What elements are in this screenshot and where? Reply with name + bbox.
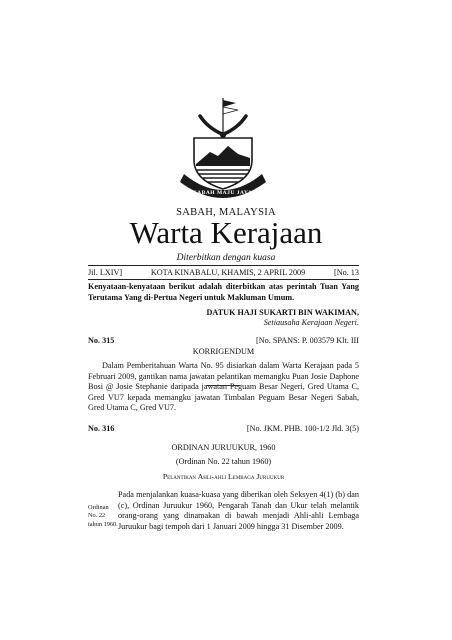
signatory-name: DATUK HAJI SUKARTI BIN WAKIMAN, bbox=[206, 308, 359, 317]
crest-motto: SABAH MAJU JAYA bbox=[193, 190, 253, 196]
sabah-coat-of-arms bbox=[170, 94, 276, 198]
margin-note-line: No. 22 bbox=[88, 512, 106, 520]
notice-316-number: No. 316 bbox=[88, 424, 115, 433]
masthead-bar bbox=[88, 265, 359, 280]
volume-label: Jil. LXIV] bbox=[88, 268, 123, 277]
issue-number: [No. 13 bbox=[333, 268, 359, 277]
notice-316-ref: [No. JKM. PHB. 100-1/2 Jld. 3(5) bbox=[246, 424, 359, 433]
gazette-title: Warta Kerajaan bbox=[129, 215, 323, 250]
notice-316-subheading: (Ordinan No. 22 tahun 1960) bbox=[175, 457, 272, 466]
margin-note bbox=[88, 504, 118, 529]
notice-316-heading: ORDINAN JURUUKUR, 1960 bbox=[171, 443, 276, 452]
notice-316-section-title: Pelantikan Ahli-ahli Lembaga Juruukur bbox=[162, 472, 285, 481]
notice-315-ref: [No. SPANS: P. 003579 Klt. III bbox=[256, 336, 359, 345]
notice-315-heading: KORRIGENDUM bbox=[192, 347, 255, 356]
gazette-subtitle: Diterbitkan dengan kuasa bbox=[176, 253, 276, 263]
state-name: SABAH, MALAYSIA bbox=[176, 207, 276, 218]
notice-315-body: Dalam Pemberitahuan Warta No. 95 disiarkan dalam Warta Kerajaan pada 5 Februari 2009, gantikan nama jawatan pelantikan memangku Puan Josie Daphone Bosi @ Josie Stephanie daripada jawatan Peguam Besar Negeri, Gred Utama C, Gred VU7 kepada memangku jawatan Timbalan Peguam Besar Negeri Sabah, Gred Utama C, Gred VU7. bbox=[88, 361, 359, 412]
intro-statement: Kenyataan-kenyataan berikut adalah diterbitkan atas perintah Tuan Yang Terutama Yang di-Pertua Negeri untuk Makluman Umum. bbox=[88, 282, 359, 302]
notice-315-number: No. 315 bbox=[88, 336, 115, 345]
signatory-title: Setiausaha Kerajaan Negeri. bbox=[263, 318, 359, 327]
margin-note-line: tahun 1960. bbox=[88, 520, 118, 528]
section-divider bbox=[206, 385, 240, 386]
place-date: KOTA KINABALU, KHAMIS, 2 APRIL 2009 bbox=[150, 268, 306, 277]
notice-316-body: Pada menjalankan kuasa-kuasa yang diberikan oleh Seksyen 4(1) (b) dan (c), Ordinan Juruukur 1960, Pengarah Tanah dan Ukur telah melantik orang-orang yang dinamakan di bawah menjadi Ahli-ahli Lembaga Juruukur bagi tempoh dari 1 Januari 2009 hingga 31 Disember 2009. bbox=[118, 490, 359, 531]
margin-note-line: Ordinan bbox=[88, 504, 109, 511]
